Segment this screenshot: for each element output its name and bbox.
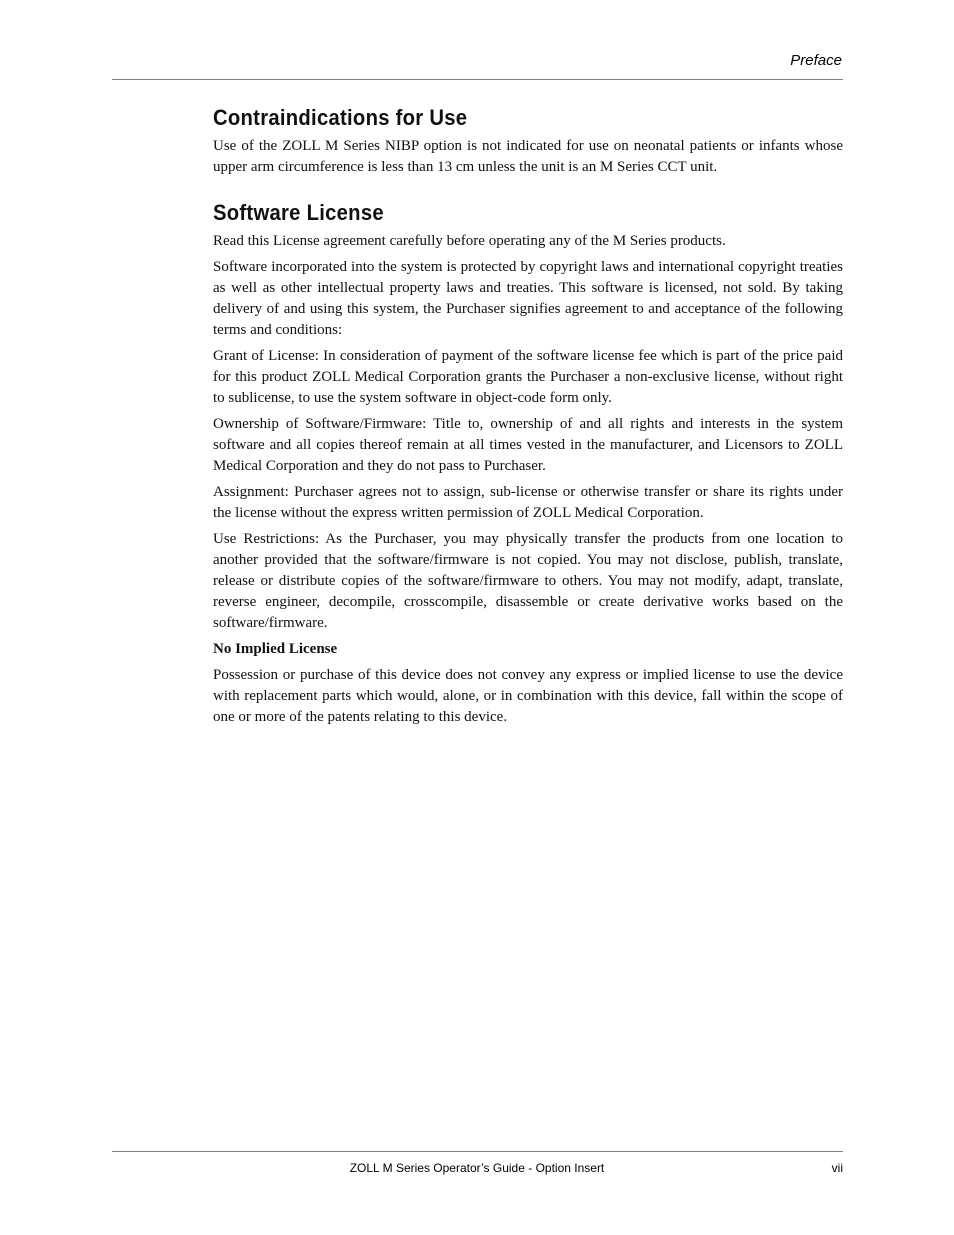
page-content [213, 104, 843, 733]
page-number: vii [831, 1161, 843, 1175]
contraindications-body: Use of the ZOLL M Series NIBP option is not indicated for use on neonatal patients or infants whose upper arm circumference is less than 13 cm unless the unit is an M Series CCT unit. [213, 138, 843, 175]
running-header-title: Preface [790, 52, 842, 69]
software-license-heading: Software License [213, 200, 384, 225]
license-paragraph-grant: Grant of License: In consideration of payment of the software license fee which is part of the price paid for this product ZOLL Medical Corporation grants the Purchaser a non-exclusive license, without right to sublicense, to use the system software in object-code form only. [213, 348, 843, 406]
no-implied-license-body: Possession or purchase of this device does not convey any express or implied license to use the device with replacement parts which would, alone, or in combination with this device, fall within the scope of one or more of the patents relating to this device. [213, 667, 843, 725]
contraindications-heading: Contraindications for Use [213, 105, 468, 130]
license-paragraph-read: Read this License agreement carefully before operating any of the M Series products. [213, 233, 726, 249]
footer-document-title: ZOLL M Series Operator’s Guide - Option Insert [349, 1161, 605, 1175]
license-paragraph-restrictions: Use Restrictions: As the Purchaser, you may physically transfer the products from one location to another provided that the software/firmware is not copied. You may not disclose, publish, translate, release or distribute copies of the software/firmware to others. You may not modify, adapt, translate, reverse engineer, decompile, crosscompile, disassemble or create derivative works based on the software/firmware. [213, 531, 843, 631]
license-paragraph-ownership: Ownership of Software/Firmware: Title to, ownership of and all rights and interests in the system software and all copies thereof remain at all times vested in the manufacturer, and Licensors to ZOLL Medical Corporation and they do not pass to Purchaser. [213, 416, 843, 474]
license-paragraph-assignment: Assignment: Purchaser agrees not to assign, sub-license or otherwise transfer or share its rights under the license without the express written permission of ZOLL Medical Corporation. [213, 484, 843, 521]
no-implied-license-heading: No Implied License [213, 641, 338, 657]
license-paragraph-copyright: Software incorporated into the system is protected by copyright laws and international copyright treaties as well as other intellectual property laws and treaties. This software is licensed, not sold. By taking delivery of and using this system, the Purchaser signifies agreement to and acceptance of the following terms and conditions: [213, 259, 843, 338]
footer-rule [112, 1151, 843, 1152]
header-rule [112, 79, 843, 80]
